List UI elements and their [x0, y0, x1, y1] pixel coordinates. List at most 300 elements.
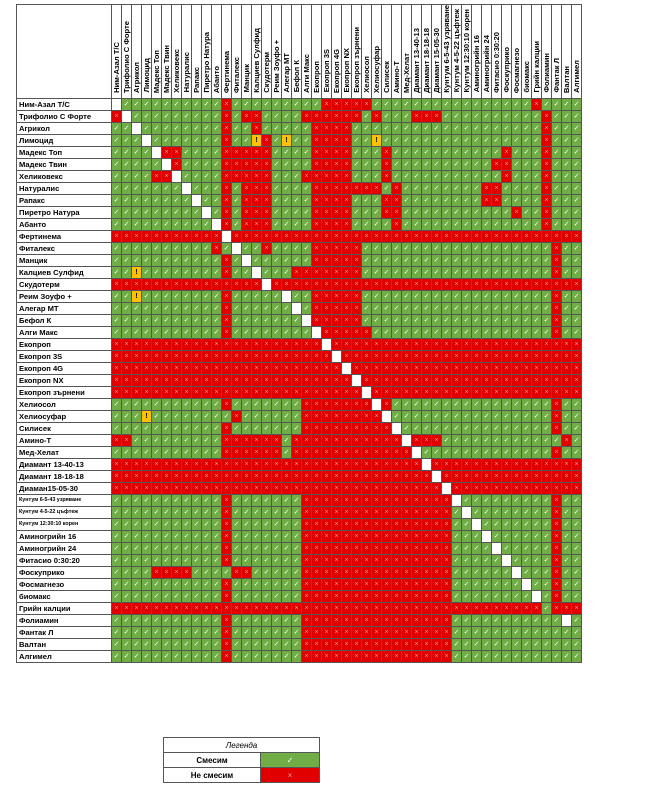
matrix-cell: × — [532, 350, 542, 362]
matrix-cell: × — [492, 278, 502, 290]
matrix-cell: ✓ — [492, 398, 502, 410]
column-header — [372, 5, 382, 99]
matrix-cell: ✓ — [372, 242, 382, 254]
matrix-cell: ✓ — [132, 98, 142, 110]
matrix-cell: × — [402, 446, 412, 458]
matrix-cell: ✓ — [392, 170, 402, 182]
matrix-cell: ✓ — [552, 182, 562, 194]
matrix-cell: × — [142, 362, 152, 374]
matrix-cell: ✓ — [372, 170, 382, 182]
matrix-cell: × — [222, 134, 232, 146]
matrix-cell: ✓ — [242, 518, 252, 530]
matrix-cell: ✓ — [152, 314, 162, 326]
matrix-cell: × — [382, 146, 392, 158]
matrix-cell: ✓ — [542, 578, 552, 590]
matrix-cell: × — [552, 290, 562, 302]
row-header-label: Бефол К — [17, 314, 112, 326]
matrix-cell: ✓ — [302, 134, 312, 146]
matrix-row — [17, 578, 582, 590]
matrix-cell: × — [372, 362, 382, 374]
matrix-cell: × — [332, 410, 342, 422]
matrix-cell: ✓ — [552, 122, 562, 134]
matrix-cell: × — [122, 338, 132, 350]
matrix-cell: ✓ — [112, 422, 122, 434]
matrix-cell: × — [372, 230, 382, 242]
matrix-cell — [312, 326, 322, 338]
matrix-cell: × — [392, 458, 402, 470]
matrix-cell: × — [312, 530, 322, 542]
matrix-cell: × — [122, 278, 132, 290]
column-header — [492, 5, 502, 99]
matrix-cell: ✓ — [172, 326, 182, 338]
matrix-cell: ✓ — [112, 554, 122, 566]
matrix-cell: × — [362, 338, 372, 350]
matrix-cell: ✓ — [162, 434, 172, 446]
matrix-cell: ✓ — [472, 638, 482, 650]
matrix-cell — [492, 542, 502, 554]
matrix-cell: × — [242, 434, 252, 446]
matrix-cell: ✓ — [212, 146, 222, 158]
matrix-cell: ✓ — [302, 146, 312, 158]
matrix-cell: ✓ — [452, 326, 462, 338]
matrix-cell: × — [372, 554, 382, 566]
matrix-cell: ✓ — [362, 170, 372, 182]
matrix-cell — [212, 218, 222, 230]
matrix-cell: ✓ — [432, 266, 442, 278]
matrix-cell: ✓ — [452, 614, 462, 626]
matrix-cell: ✓ — [212, 110, 222, 122]
matrix-cell: × — [202, 278, 212, 290]
matrix-cell: × — [552, 494, 562, 506]
matrix-cell: × — [342, 650, 352, 662]
matrix-cell: ✓ — [282, 422, 292, 434]
matrix-cell: × — [382, 602, 392, 614]
matrix-row — [17, 278, 582, 290]
matrix-cell — [342, 362, 352, 374]
matrix-cell: × — [282, 362, 292, 374]
matrix-cell: ✓ — [282, 494, 292, 506]
matrix-cell: ✓ — [572, 566, 582, 578]
matrix-cell: × — [222, 194, 232, 206]
matrix-cell: × — [222, 578, 232, 590]
matrix-cell: ✓ — [482, 326, 492, 338]
matrix-row — [17, 506, 582, 518]
row-header-label: Екопроп 3S — [17, 350, 112, 362]
matrix-cell: ✓ — [472, 650, 482, 662]
matrix-cell: ✓ — [512, 242, 522, 254]
matrix-cell: ✓ — [522, 650, 532, 662]
row-header-label: Кунтум 6-5-43 узряване — [17, 494, 112, 506]
matrix-cell: ✓ — [352, 158, 362, 170]
matrix-cell: ✓ — [522, 326, 532, 338]
matrix-cell: × — [222, 266, 232, 278]
matrix-cell: ✓ — [232, 530, 242, 542]
matrix-cell: ✓ — [512, 182, 522, 194]
matrix-cell: × — [412, 578, 422, 590]
matrix-cell: × — [232, 566, 242, 578]
matrix-cell: ✓ — [432, 410, 442, 422]
column-header — [142, 5, 152, 99]
column-header — [382, 5, 392, 99]
matrix-cell: × — [162, 146, 172, 158]
matrix-cell: × — [432, 626, 442, 638]
row-header-label: Амино-Т — [17, 434, 112, 446]
matrix-cell: ✓ — [502, 206, 512, 218]
matrix-cell: ✓ — [452, 314, 462, 326]
matrix-cell: × — [332, 446, 342, 458]
matrix-cell: × — [542, 170, 552, 182]
matrix-cell: ✓ — [452, 266, 462, 278]
matrix-cell: × — [402, 338, 412, 350]
matrix-cell: ✓ — [272, 290, 282, 302]
matrix-cell: ✓ — [472, 626, 482, 638]
matrix-cell: × — [372, 566, 382, 578]
matrix-cell — [332, 350, 342, 362]
matrix-cell: ✓ — [462, 542, 472, 554]
matrix-cell: ✓ — [282, 506, 292, 518]
matrix-cell: ✓ — [472, 590, 482, 602]
matrix-cell: × — [422, 518, 432, 530]
row-header-label: Диамант 13-40-13 — [17, 458, 112, 470]
matrix-cell: × — [342, 422, 352, 434]
matrix-cell: ✓ — [192, 242, 202, 254]
matrix-cell: × — [482, 482, 492, 494]
matrix-cell: ✓ — [512, 542, 522, 554]
matrix-cell: × — [552, 518, 562, 530]
matrix-cell: × — [332, 638, 342, 650]
matrix-cell: ✓ — [202, 326, 212, 338]
matrix-cell: × — [422, 350, 432, 362]
matrix-cell: ✓ — [162, 650, 172, 662]
matrix-cell: × — [322, 458, 332, 470]
matrix-cell: × — [332, 290, 342, 302]
matrix-cell: × — [512, 602, 522, 614]
matrix-cell: ✓ — [402, 314, 412, 326]
matrix-cell: ✓ — [502, 134, 512, 146]
matrix-cell: × — [202, 338, 212, 350]
matrix-cell: ✓ — [212, 182, 222, 194]
matrix-cell: ✓ — [132, 446, 142, 458]
row-header-label: Екопроп 4G — [17, 362, 112, 374]
matrix-cell: × — [442, 278, 452, 290]
matrix-cell: × — [312, 482, 322, 494]
matrix-cell: ✓ — [192, 98, 202, 110]
matrix-cell: ✓ — [482, 494, 492, 506]
matrix-cell: × — [362, 602, 372, 614]
matrix-cell: ✓ — [522, 398, 532, 410]
matrix-cell: × — [342, 446, 352, 458]
matrix-cell: × — [332, 314, 342, 326]
matrix-cell: × — [382, 446, 392, 458]
matrix-cell: × — [432, 386, 442, 398]
matrix-cell: ✓ — [562, 254, 572, 266]
matrix-cell: ✓ — [532, 446, 542, 458]
matrix-cell: ✓ — [132, 506, 142, 518]
matrix-cell: ✓ — [162, 494, 172, 506]
matrix-cell: × — [222, 122, 232, 134]
column-header-label: Хелиосол — [362, 55, 371, 93]
matrix-cell: × — [392, 566, 402, 578]
matrix-cell: × — [382, 566, 392, 578]
matrix-cell: × — [222, 614, 232, 626]
matrix-cell: × — [352, 290, 362, 302]
matrix-cell: ✓ — [292, 614, 302, 626]
matrix-cell: ✓ — [262, 566, 272, 578]
matrix-cell: ✓ — [202, 146, 212, 158]
matrix-cell: × — [112, 602, 122, 614]
matrix-cell: ✓ — [492, 506, 502, 518]
matrix-cell: × — [352, 446, 362, 458]
matrix-cell: ✓ — [462, 182, 472, 194]
matrix-cell — [132, 122, 142, 134]
column-header-label: Скудотерм — [262, 52, 271, 93]
matrix-cell: ✓ — [262, 314, 272, 326]
matrix-cell: ✓ — [532, 266, 542, 278]
matrix-cell: ✓ — [162, 182, 172, 194]
matrix-cell: ✓ — [452, 110, 462, 122]
matrix-cell: × — [552, 602, 562, 614]
matrix-cell: × — [212, 338, 222, 350]
matrix-cell: ✓ — [212, 134, 222, 146]
matrix-cell: × — [192, 386, 202, 398]
matrix-cell: × — [192, 470, 202, 482]
matrix-cell: × — [322, 434, 332, 446]
matrix-cell: ✓ — [492, 518, 502, 530]
matrix-cell: × — [552, 242, 562, 254]
matrix-cell: ✓ — [482, 422, 492, 434]
matrix-cell: ✓ — [122, 398, 132, 410]
matrix-cell: ✓ — [522, 158, 532, 170]
matrix-cell: ✓ — [262, 326, 272, 338]
column-header — [552, 5, 562, 99]
matrix-cell: ✓ — [492, 554, 502, 566]
matrix-cell: ✓ — [572, 218, 582, 230]
matrix-cell: × — [512, 278, 522, 290]
matrix-cell: ✓ — [142, 530, 152, 542]
column-header — [192, 5, 202, 99]
matrix-cell: × — [392, 350, 402, 362]
matrix-cell: ✓ — [212, 422, 222, 434]
matrix-cell: × — [422, 530, 432, 542]
matrix-cell: × — [562, 386, 572, 398]
matrix-cell: ✓ — [572, 314, 582, 326]
matrix-cell: ✓ — [172, 98, 182, 110]
matrix-cell: × — [532, 458, 542, 470]
matrix-cell: ✓ — [452, 506, 462, 518]
matrix-cell: ✓ — [572, 494, 582, 506]
matrix-cell: × — [312, 146, 322, 158]
matrix-cell: × — [262, 350, 272, 362]
matrix-cell: × — [542, 158, 552, 170]
matrix-cell: × — [262, 194, 272, 206]
matrix-cell: × — [472, 458, 482, 470]
column-header-label: Екопроп 3S — [322, 49, 331, 93]
matrix-cell — [202, 206, 212, 218]
matrix-cell: × — [172, 374, 182, 386]
matrix-cell: × — [342, 494, 352, 506]
matrix-cell: ✓ — [402, 170, 412, 182]
matrix-cell: × — [452, 350, 462, 362]
matrix-row — [17, 122, 582, 134]
matrix-cell: × — [512, 458, 522, 470]
matrix-cell: × — [332, 242, 342, 254]
matrix-cell: ✓ — [252, 506, 262, 518]
matrix-cell: × — [432, 458, 442, 470]
matrix-cell: ✓ — [212, 626, 222, 638]
matrix-cell: × — [322, 170, 332, 182]
matrix-cell: ✓ — [192, 650, 202, 662]
matrix-cell: ✓ — [122, 302, 132, 314]
matrix-cell: × — [142, 338, 152, 350]
matrix-cell: × — [222, 362, 232, 374]
matrix-cell: × — [402, 458, 412, 470]
matrix-cell: ✓ — [392, 398, 402, 410]
matrix-cell: ✓ — [282, 254, 292, 266]
matrix-cell: × — [392, 650, 402, 662]
matrix-cell: × — [262, 134, 272, 146]
matrix-cell: × — [422, 338, 432, 350]
matrix-cell: ✓ — [202, 254, 212, 266]
matrix-cell: ✓ — [182, 290, 192, 302]
matrix-cell: × — [492, 470, 502, 482]
matrix-cell: × — [202, 470, 212, 482]
matrix-cell: × — [112, 434, 122, 446]
matrix-cell: × — [182, 482, 192, 494]
matrix-cell: × — [412, 626, 422, 638]
matrix-cell: × — [342, 266, 352, 278]
matrix-cell: ✓ — [522, 242, 532, 254]
matrix-cell: ✓ — [552, 626, 562, 638]
column-header — [342, 5, 352, 99]
matrix-cell: × — [242, 446, 252, 458]
matrix-cell: × — [272, 470, 282, 482]
matrix-cell: ✓ — [172, 266, 182, 278]
matrix-cell: ✓ — [112, 650, 122, 662]
matrix-cell: × — [362, 626, 372, 638]
matrix-cell: × — [272, 278, 282, 290]
matrix-cell: ✓ — [232, 182, 242, 194]
matrix-cell: ✓ — [252, 554, 262, 566]
matrix-row — [17, 350, 582, 362]
matrix-cell: ✓ — [282, 650, 292, 662]
matrix-cell: × — [382, 470, 392, 482]
matrix-cell: ✓ — [512, 122, 522, 134]
matrix-cell: × — [252, 362, 262, 374]
matrix-cell: × — [382, 626, 392, 638]
matrix-cell: × — [422, 626, 432, 638]
matrix-cell: × — [382, 350, 392, 362]
matrix-cell: × — [332, 194, 342, 206]
matrix-cell: ✓ — [462, 626, 472, 638]
row-header-label: Хеликовекс — [17, 170, 112, 182]
matrix-cell: ✓ — [232, 218, 242, 230]
matrix-cell: ✓ — [282, 206, 292, 218]
matrix-cell: × — [352, 578, 362, 590]
matrix-cell: ✓ — [272, 542, 282, 554]
matrix-cell: × — [312, 602, 322, 614]
matrix-cell: ✓ — [362, 218, 372, 230]
matrix-cell: × — [552, 278, 562, 290]
matrix-cell: × — [342, 146, 352, 158]
matrix-cell: ✓ — [402, 266, 412, 278]
matrix-cell: ✓ — [452, 554, 462, 566]
matrix-cell: ✓ — [472, 314, 482, 326]
matrix-cell: × — [342, 398, 352, 410]
matrix-cell: × — [352, 398, 362, 410]
matrix-cell: × — [332, 602, 342, 614]
matrix-cell: ✓ — [572, 146, 582, 158]
matrix-cell: ✓ — [572, 206, 582, 218]
matrix-cell — [322, 338, 332, 350]
matrix-cell: × — [252, 206, 262, 218]
matrix-cell: ✓ — [202, 566, 212, 578]
matrix-cell: × — [422, 278, 432, 290]
matrix-cell: ✓ — [272, 578, 282, 590]
matrix-cell: × — [242, 362, 252, 374]
matrix-cell: ✓ — [142, 590, 152, 602]
matrix-cell: × — [362, 374, 372, 386]
matrix-cell: ✓ — [122, 122, 132, 134]
matrix-cell: ✓ — [382, 218, 392, 230]
matrix-cell: ✓ — [192, 290, 202, 302]
matrix-cell: × — [502, 386, 512, 398]
matrix-row — [17, 374, 582, 386]
column-header-label: Фантак Л — [552, 58, 561, 93]
column-header — [302, 5, 312, 99]
row-header-label: Агрикол — [17, 122, 112, 134]
matrix-cell: ✓ — [482, 578, 492, 590]
matrix-row — [17, 554, 582, 566]
matrix-cell: × — [372, 422, 382, 434]
matrix-cell: ✓ — [532, 638, 542, 650]
matrix-cell: × — [352, 278, 362, 290]
matrix-cell: ✓ — [232, 98, 242, 110]
matrix-cell: × — [392, 638, 402, 650]
matrix-cell: ✓ — [202, 518, 212, 530]
matrix-cell: ✓ — [542, 566, 552, 578]
matrix-cell: ✓ — [172, 434, 182, 446]
row-header-label: Аминогрийн 24 — [17, 542, 112, 554]
matrix-cell: × — [432, 590, 442, 602]
matrix-cell: ! — [252, 134, 262, 146]
row-header-label: Мед-Хелат — [17, 446, 112, 458]
matrix-cell: ✓ — [482, 146, 492, 158]
matrix-cell: × — [442, 518, 452, 530]
matrix-row — [17, 110, 582, 122]
matrix-cell: ✓ — [142, 98, 152, 110]
matrix-cell: × — [302, 386, 312, 398]
matrix-cell: ✓ — [252, 590, 262, 602]
matrix-cell: ✓ — [472, 98, 482, 110]
matrix-row — [17, 206, 582, 218]
matrix-cell — [452, 494, 462, 506]
matrix-cell: × — [452, 482, 462, 494]
matrix-cell: ✓ — [362, 302, 372, 314]
matrix-cell: ✓ — [532, 578, 542, 590]
row-header-label: Хелиосуфар — [17, 410, 112, 422]
matrix-cell: × — [142, 230, 152, 242]
matrix-cell: ✓ — [562, 302, 572, 314]
matrix-cell: ✓ — [442, 266, 452, 278]
matrix-cell: × — [482, 374, 492, 386]
matrix-cell: × — [342, 470, 352, 482]
column-header-label: Грийн калции — [532, 41, 541, 93]
matrix-cell: ✓ — [182, 422, 192, 434]
matrix-cell: × — [302, 338, 312, 350]
matrix-cell: × — [462, 386, 472, 398]
column-header-label: Реим Зоуфо + — [272, 40, 281, 93]
matrix-cell: × — [322, 350, 332, 362]
